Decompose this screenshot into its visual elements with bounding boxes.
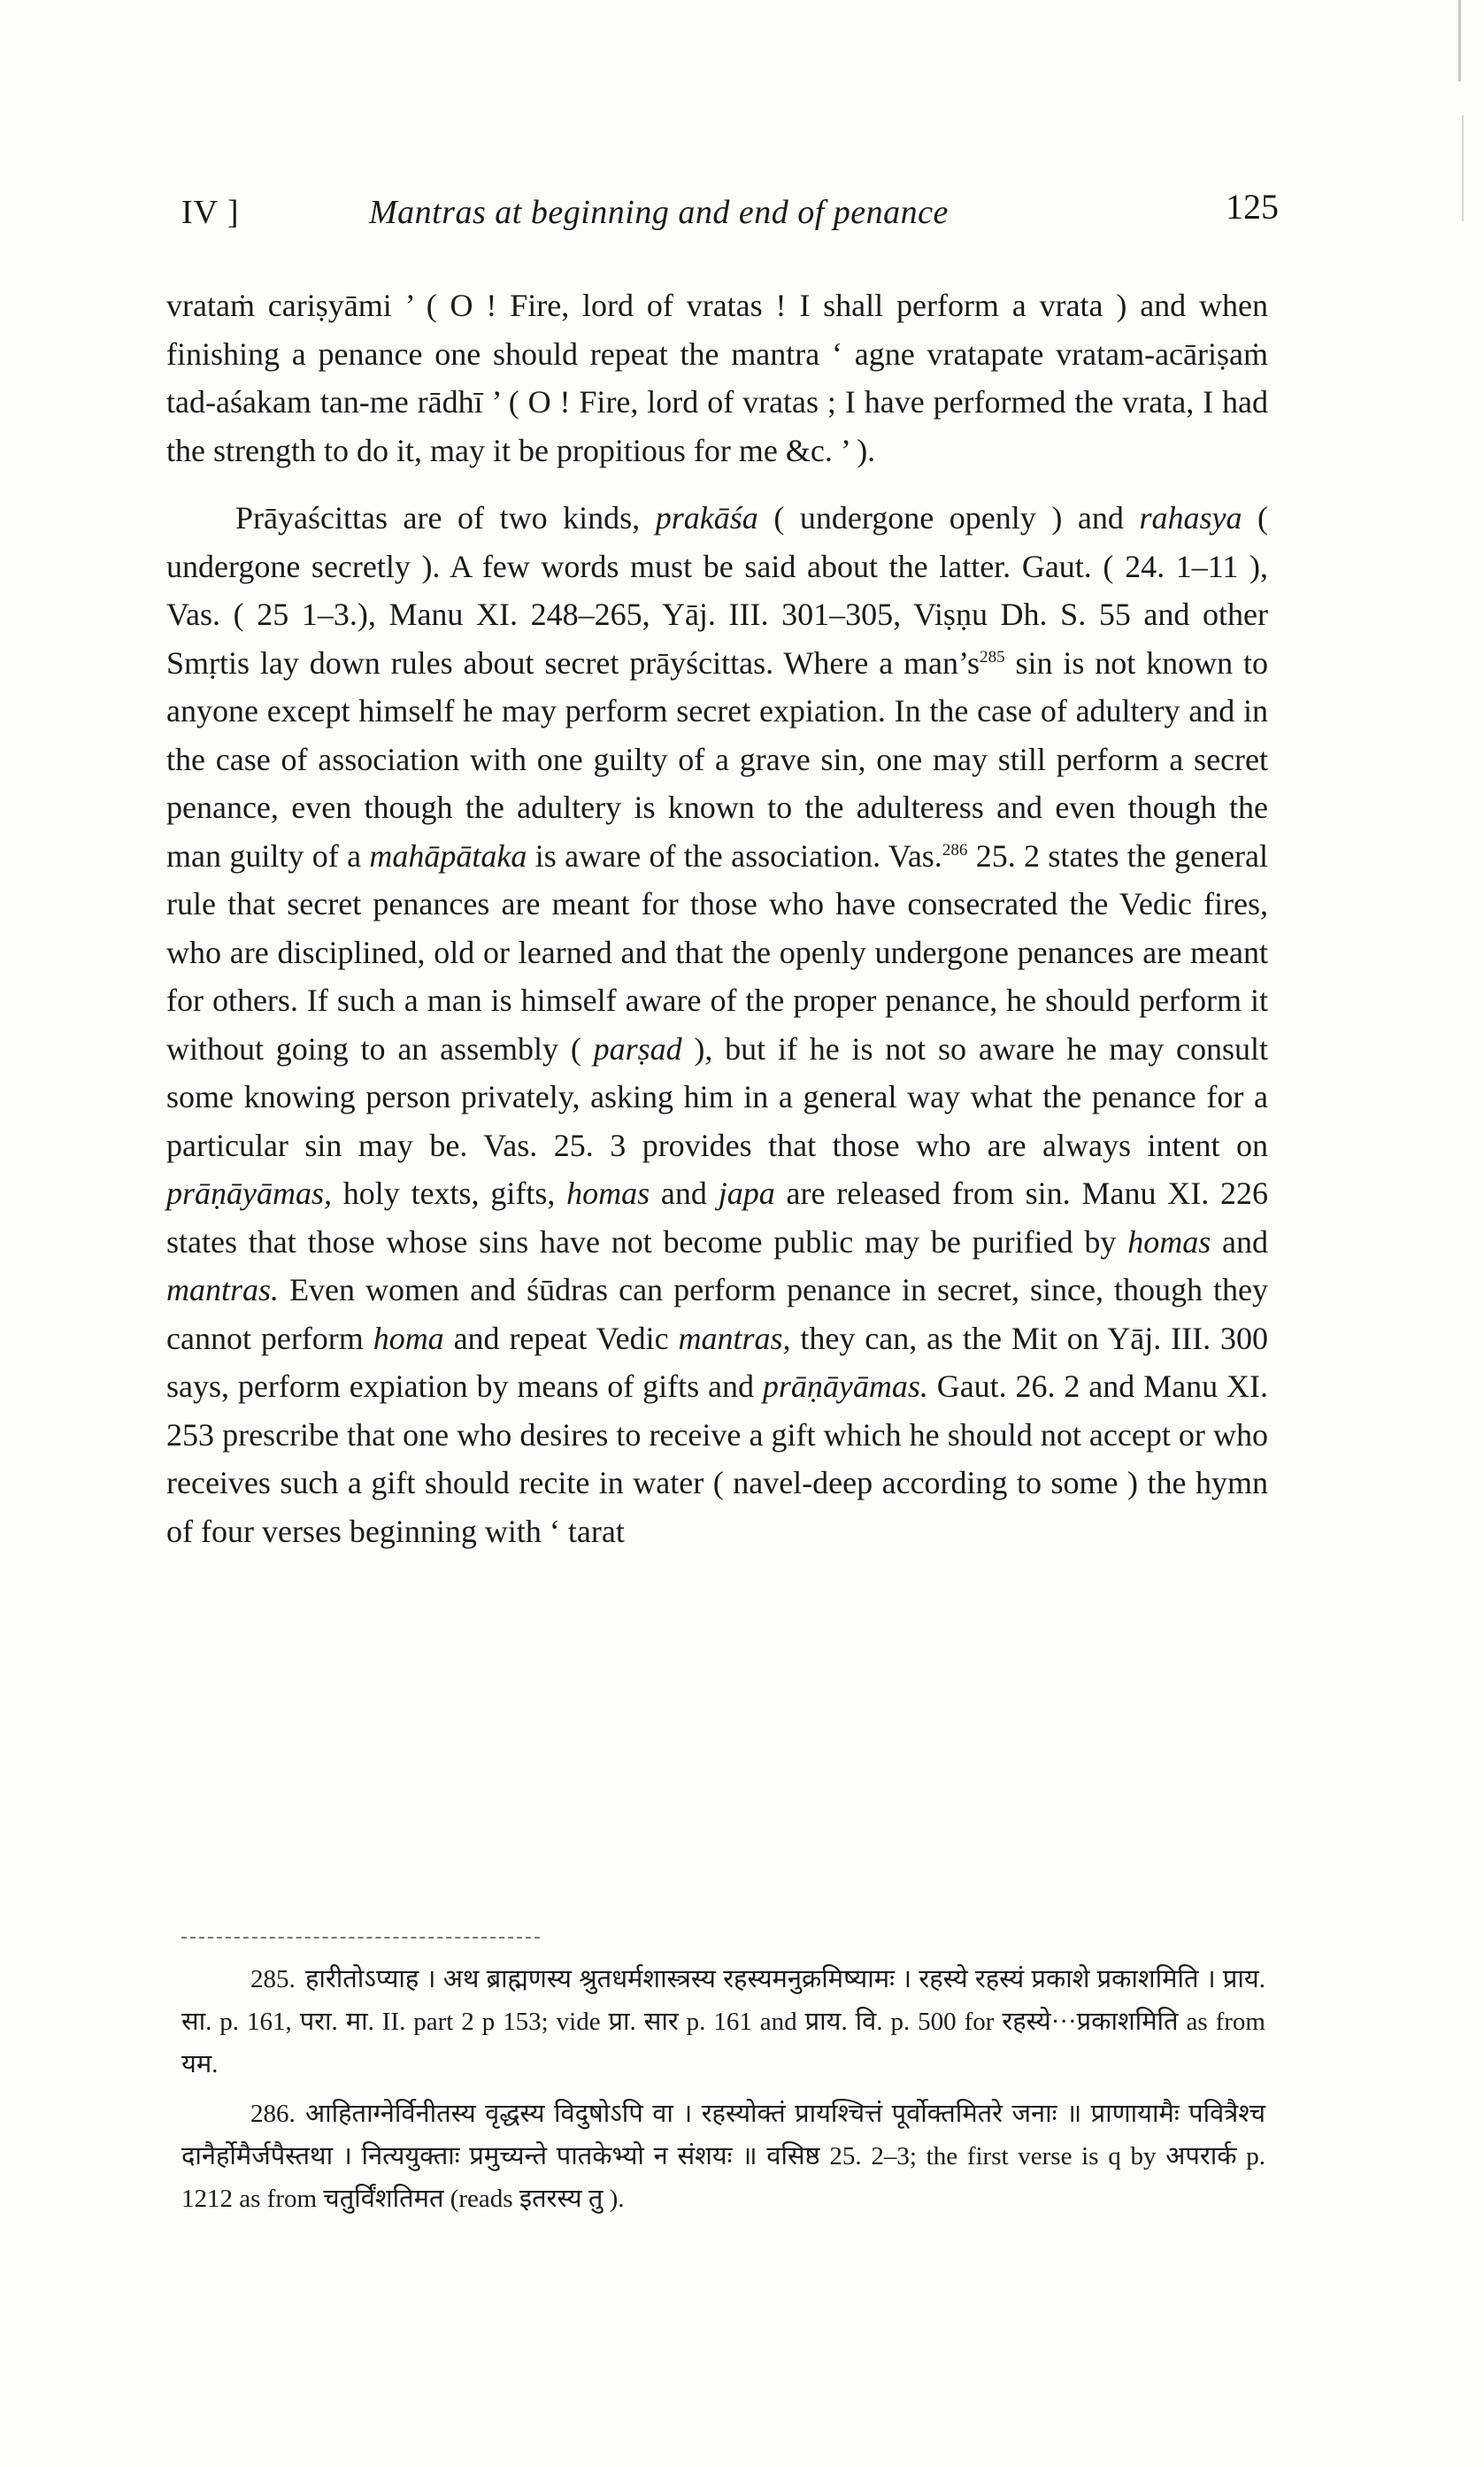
italic-term: mantras. — [166, 1272, 280, 1307]
text-span: they can, as the Mit on Yāj. III. 300 says, perform expiation by means of gifts and — [166, 1320, 1269, 1404]
footnote-number: 286. — [250, 2100, 296, 2128]
body-text — [166, 281, 1268, 1555]
italic-term: prāṇāyāmas. — [762, 1368, 928, 1404]
italic-term: homas — [566, 1176, 650, 1211]
paragraph-2 — [166, 494, 1268, 1555]
italic-term: mantras, — [678, 1320, 791, 1356]
text-span: ), but if he is not so aware he may consult some knowing person privately, asking him in a general way what the penance for a particular sin may be. Vas. 25. 3 provides that those who are always intent on — [166, 1030, 1269, 1163]
italic-term: homa — [373, 1320, 444, 1356]
italic-term: rahasya — [1139, 500, 1242, 536]
footnote-text: हारीतोऽप्याह । अथ ब्राह्मणस्य श्रुतधर्मशास्त्रस्य रहस्यमनुक्रमिष्यामः । रहस्ये रहस्यं प्रकाशे प्रकाशमिति । प्राय. सा. p. 161, परा. मा. II. part 2 p 153; vide प्रा. सार p. 161 and प्राय. वि. p. 500 for रहस्ये···प्रकाशमिति as from यम. — [181, 1965, 1265, 2078]
text-span: Even women and śūdras can perform penance in secret, since, though they cannot perform — [166, 1272, 1268, 1356]
italic-term: prakāśa — [655, 500, 758, 536]
footnote-text: आहिताग्नेर्विनीतस्य वृद्धस्य विदुषोऽपि वा । रहस्योक्तं प्रायश्चित्तं पूर्वोक्तमितरे जनाः ॥ प्राणायामैः पवित्रैश्च दानैर्होमैर्जपैस्तथा । नित्ययुक्ताः प्रमुच्यन्ते पातकेभ्यो न संशयः ॥ वसिष्ठ 25. 2–3; the first verse is q by अपरार्क p. 1212 as from चतुर्विंशतिमत (reads इतरस्य तु ). — [181, 2100, 1265, 2213]
chapter-marker: IV ] — [181, 194, 240, 231]
text-span: holy texts, gifts, — [342, 1176, 556, 1211]
text-span: 25. 2 states the general rule that secret penances are meant for those who have consecrated the Vedic fires, who are disciplined, old or learned and that the openly undergone penances are meant for others. If such a man is himself aware of the proper penance, he should perform it without going to an assembly ( — [166, 837, 1269, 1067]
footnote-286 — [181, 2093, 1265, 2220]
footnote-ref-286[interactable]: 286 — [942, 840, 968, 860]
italic-term: prāṇāyāmas, — [166, 1176, 332, 1211]
paragraph-1: vrataṁ cariṣyāmi ’ ( O ! Fire, lord of vratas ! I shall perform a vrata ) and when finishing a penance one should repeat the mantra ‘ agne vratapate vratam-acāriṣaṁ tad-aśakam tan-me rādhī ’ ( O ! Fire, lord of vratas ; I have performed the vrata, I had the strength to do it, may it be propitious for me &c. ’ ). — [166, 288, 1268, 468]
footnotes — [181, 1958, 1265, 2227]
text-span: and — [660, 1176, 707, 1211]
scan-edge-mark — [1458, 0, 1461, 81]
footnote-number: 285. — [250, 1965, 296, 1993]
text-span: is aware of the association. Vas. — [534, 837, 942, 874]
italic-term: mahāpātaka — [369, 837, 527, 874]
text-span: ( undergone openly ) and — [773, 500, 1124, 536]
italic-term: parṣad — [593, 1030, 682, 1067]
footnote-285 — [181, 1958, 1265, 2085]
text-span: and — [1222, 1223, 1269, 1260]
footnote-divider — [181, 1937, 540, 1939]
running-head — [181, 186, 1279, 239]
text-span: sin is not known to anyone except himself he may perform secret expiation. In the case of adultery and in the case of association with one guilty of a grave sin, one may still perform a secret penance, even though the adultery is known to the adulteress and even though the man guilty of a — [166, 644, 1269, 874]
page-number: 125 — [1226, 187, 1279, 227]
text-span: Prāyaścittas are of two kinds, — [235, 500, 641, 536]
text-span: and repeat Vedic — [453, 1320, 669, 1356]
italic-term: homas — [1127, 1223, 1211, 1260]
scan-edge-mark — [1462, 115, 1464, 221]
text-span: Gaut. 26. 2 and Manu XI. 253 prescribe that one who desires to receive a gift which he should not accept or who receives such a gift should recite in water ( navel-deep according to some ) the hymn of four verses beginning with ‘ tarat — [166, 1368, 1268, 1549]
text-span: are released from sin. Manu XI. 226 states that those whose sins have not become public may be purified by — [166, 1176, 1268, 1260]
running-head-title: Mantras at beginning and end of penance — [369, 194, 949, 231]
italic-term: japa — [718, 1176, 775, 1211]
footnote-ref-285[interactable]: 285 — [980, 647, 1005, 667]
text-span: ( undergone secretly ). A few words must be said about the latter. Gaut. ( 24. 1–11 ), Vas. ( 25 1–3.), Manu XI. 248–265, Yāj. III. 301–305, Viṣṇu Dh. S. 55 and other Smṛtis lay down rules about secret prāyścittas. Where a man’s — [166, 500, 1269, 681]
